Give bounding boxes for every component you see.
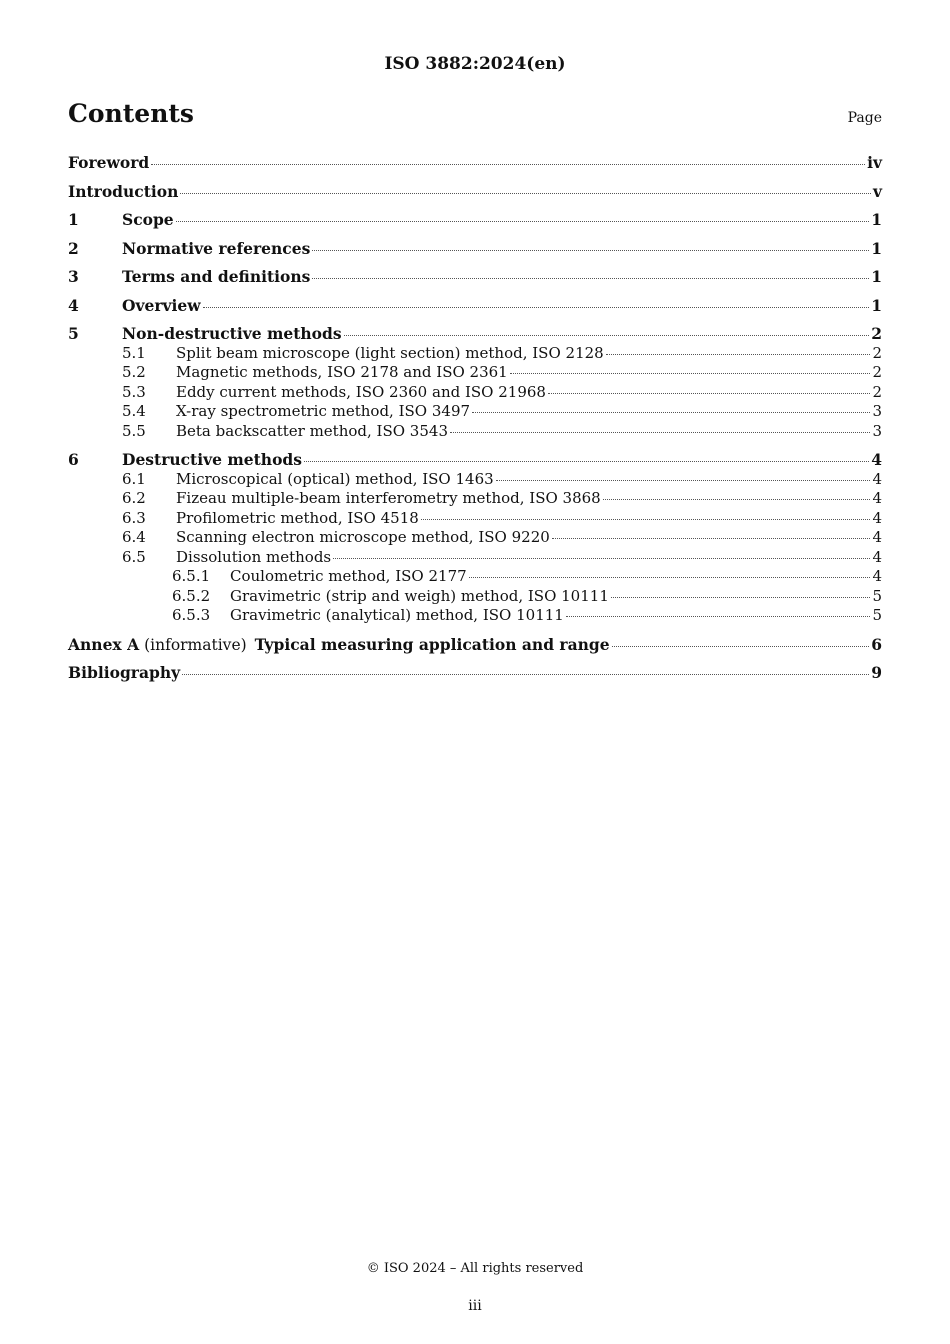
toc-entry-title: Beta backscatter method, ISO 3543 xyxy=(176,421,448,440)
dot-leader xyxy=(510,373,871,374)
toc-entry-title: Overview xyxy=(122,295,201,315)
table-of-contents xyxy=(68,153,882,692)
toc-entry-6-5[interactable] xyxy=(68,548,882,568)
toc-entry-3[interactable] xyxy=(68,267,882,296)
dot-leader xyxy=(312,278,869,279)
toc-entry-5-5[interactable] xyxy=(68,422,882,451)
toc-entry-title: Gravimetric (analytical) method, ISO 10111 xyxy=(230,606,564,624)
toc-entry-annex-a[interactable] xyxy=(68,635,882,664)
toc-entry-page: 1 xyxy=(871,238,882,258)
toc-entry-title: Non-destructive methods xyxy=(122,324,342,343)
toc-entry-6[interactable] xyxy=(68,450,882,470)
copyright-footer: © ISO 2024 – All rights reserved xyxy=(366,1261,584,1276)
contents-title: Contents xyxy=(68,99,195,128)
toc-entry-introduction[interactable] xyxy=(68,182,882,211)
toc-entry-title: Normative references xyxy=(122,238,311,258)
toc-entry-page: 2 xyxy=(872,363,882,381)
toc-entry-page: 4 xyxy=(872,469,882,488)
page-number: iii xyxy=(468,1298,482,1314)
toc-entry-title: Bibliography xyxy=(68,663,181,682)
document-id: ISO 3882:2024(en) xyxy=(384,54,566,74)
toc-entry-title: Foreword xyxy=(68,153,150,172)
toc-entry-title: Fizeau multiple-beam interferometry method, ISO 3868 xyxy=(176,489,601,507)
toc-entry-page: 2 xyxy=(871,324,882,343)
toc-entry-page: 4 xyxy=(872,567,882,585)
toc-entry-number: 6.4 xyxy=(122,528,146,546)
dot-leader xyxy=(606,354,871,355)
toc-entry-page: 2 xyxy=(872,343,882,362)
dot-leader xyxy=(612,646,870,647)
toc-entry-2[interactable] xyxy=(68,239,882,268)
toc-entry-page: 4 xyxy=(872,547,882,566)
dot-leader xyxy=(548,393,870,394)
annex-note: (informative) xyxy=(144,635,247,654)
toc-entry-number: 1 xyxy=(68,210,79,229)
toc-entry-number: 6.5.2 xyxy=(172,586,211,605)
dot-leader xyxy=(176,221,870,222)
toc-entry-bibliography[interactable] xyxy=(68,663,882,692)
toc-entry-5-1[interactable] xyxy=(68,344,882,364)
toc-entry-title: Eddy current methods, ISO 2360 and ISO 21968 xyxy=(176,382,546,401)
dot-leader xyxy=(304,461,869,462)
toc-entry-number: 5 xyxy=(68,324,79,343)
toc-entry-title: Scope xyxy=(122,210,174,229)
toc-entry-title: Destructive methods xyxy=(122,450,302,469)
toc-entry-page: 3 xyxy=(872,421,882,440)
dot-leader xyxy=(203,307,870,308)
toc-entry-number: 6.2 xyxy=(122,489,146,507)
toc-entry-page: iv xyxy=(867,153,882,172)
dot-leader xyxy=(603,499,871,500)
toc-entry-page: v xyxy=(872,181,882,201)
toc-entry-number: 6.5.3 xyxy=(172,606,211,624)
toc-entry-number: 6.3 xyxy=(122,508,146,527)
toc-entry-6-5-3[interactable] xyxy=(68,606,882,635)
toc-entry-title: Split beam microscope (light section) method, ISO 2128 xyxy=(176,343,604,362)
toc-entry-5[interactable] xyxy=(68,324,882,344)
dot-leader xyxy=(450,432,870,433)
toc-entry-page: 6 xyxy=(871,634,882,654)
toc-entry-page: 1 xyxy=(871,267,882,286)
toc-entry-5-3[interactable] xyxy=(68,383,882,403)
toc-entry-4[interactable] xyxy=(68,296,882,325)
toc-entry-page: 4 xyxy=(871,450,882,469)
toc-entry-number: 6.1 xyxy=(122,469,146,488)
toc-entry-number: 2 xyxy=(68,238,79,258)
toc-entry-title: Dissolution methods xyxy=(176,547,332,566)
dot-leader xyxy=(552,538,871,539)
toc-entry-title: Microscopical (optical) method, ISO 1463 xyxy=(176,469,494,488)
toc-entry-number: 5.4 xyxy=(122,402,146,420)
toc-entry-title: Profilometric method, ISO 4518 xyxy=(176,508,419,527)
toc-entry-number: 5.5 xyxy=(122,421,146,440)
toc-entry-title: Coulometric method, ISO 2177 xyxy=(230,567,467,585)
toc-entry-title: Terms and definitions xyxy=(122,267,311,286)
toc-entry-number: 5.3 xyxy=(122,382,146,401)
dot-leader xyxy=(496,480,871,481)
toc-entry-page: 4 xyxy=(872,508,882,527)
toc-entry-foreword[interactable] xyxy=(68,153,882,182)
dot-leader xyxy=(472,412,870,413)
toc-entry-page: 1 xyxy=(871,210,882,229)
annex-label: Annex A xyxy=(68,634,140,654)
dot-leader xyxy=(344,335,870,336)
toc-entry-6-2[interactable] xyxy=(68,489,882,509)
dot-leader xyxy=(611,597,871,598)
toc-entry-page: 5 xyxy=(872,606,882,624)
toc-entry-5-2[interactable] xyxy=(68,363,882,383)
toc-entry-5-4[interactable] xyxy=(68,402,882,422)
toc-entry-title: Typical measuring application and range xyxy=(254,634,610,654)
toc-entry-page: 4 xyxy=(872,489,882,507)
toc-entry-title: Introduction xyxy=(68,181,179,201)
toc-entry-6-3[interactable] xyxy=(68,509,882,529)
toc-entry-page: 2 xyxy=(872,382,882,401)
toc-entry-number: 5.2 xyxy=(122,363,146,381)
toc-entry-title: Magnetic methods, ISO 2178 and ISO 2361 xyxy=(176,363,508,381)
toc-entry-page: 1 xyxy=(871,295,882,315)
toc-entry-6-5-2[interactable] xyxy=(68,587,882,607)
toc-entry-page: 4 xyxy=(872,528,882,546)
page-column-label: Page xyxy=(847,110,882,126)
dot-leader xyxy=(312,250,869,251)
toc-entry-number: 6 xyxy=(68,450,79,469)
toc-entry-6-5-1[interactable] xyxy=(68,567,882,587)
toc-entry-page: 5 xyxy=(872,586,882,605)
toc-entry-page: 3 xyxy=(872,402,882,420)
dot-leader xyxy=(333,558,870,559)
toc-entry-title: X-ray spectrometric method, ISO 3497 xyxy=(176,402,471,420)
dot-leader xyxy=(182,674,869,675)
dot-leader xyxy=(421,519,871,520)
toc-entry-6-1[interactable] xyxy=(68,470,882,490)
toc-entry-number: 3 xyxy=(68,267,79,286)
toc-entry-1[interactable] xyxy=(68,210,882,239)
dot-leader xyxy=(469,577,871,578)
toc-entry-number: 4 xyxy=(68,295,79,315)
toc-entry-title: Scanning electron microscope method, ISO 9220 xyxy=(176,528,550,546)
toc-entry-title: Gravimetric (strip and weigh) method, ISO 10111 xyxy=(230,586,609,605)
dot-leader xyxy=(180,193,871,194)
dot-leader xyxy=(566,616,871,617)
dot-leader xyxy=(151,164,865,165)
toc-entry-page: 9 xyxy=(871,663,882,682)
toc-entry-number: 6.5 xyxy=(122,547,146,566)
toc-entry-number: 5.1 xyxy=(122,343,146,362)
toc-entry-number: 6.5.1 xyxy=(172,567,211,585)
toc-entry-6-4[interactable] xyxy=(68,528,882,548)
